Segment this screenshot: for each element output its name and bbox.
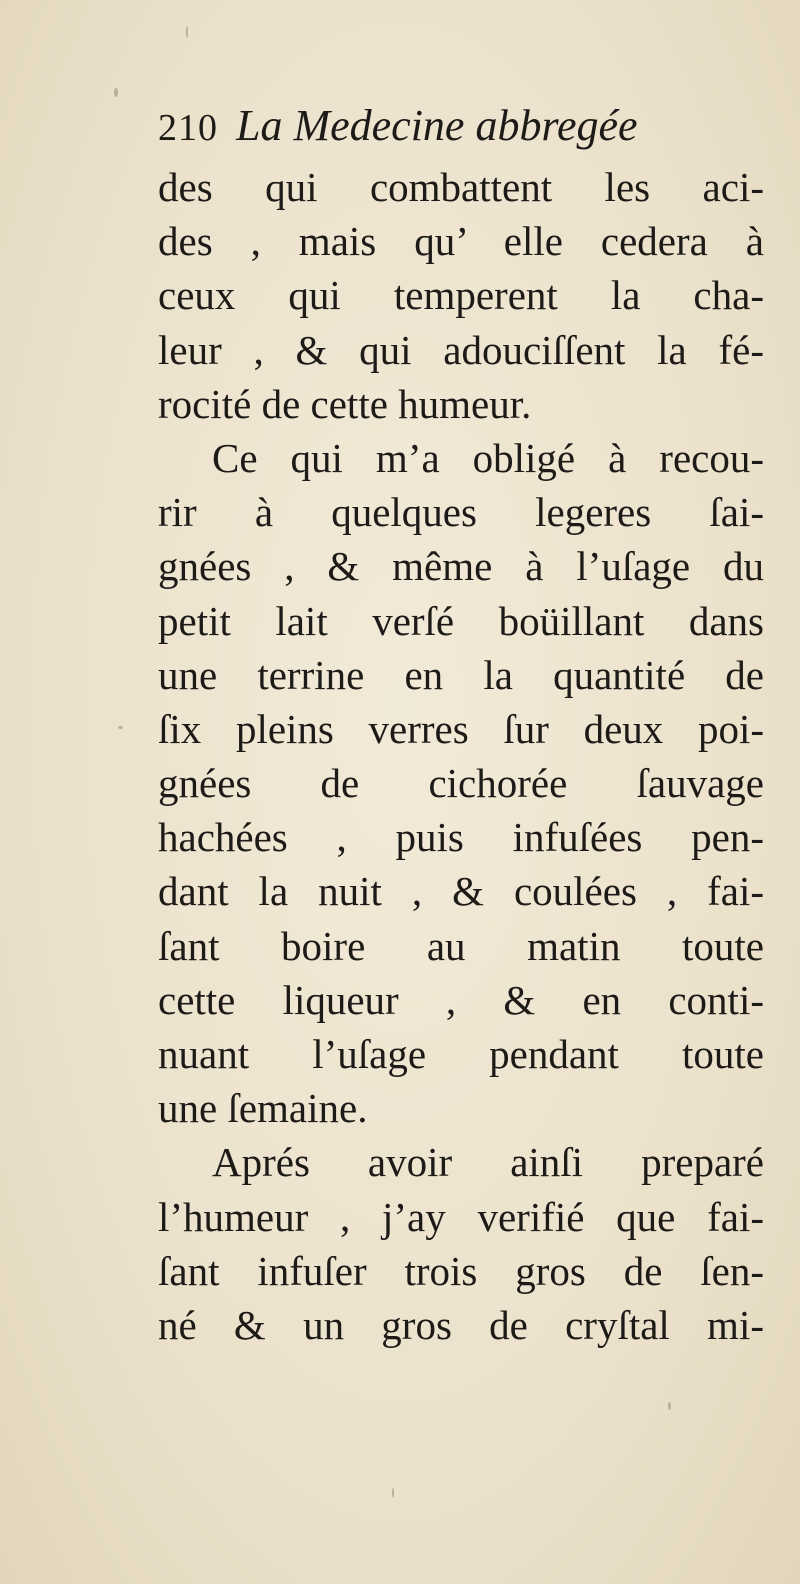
text-line: Ce qui m’a obligé à recou- <box>212 434 764 481</box>
text-line: rir à quelques legeres ſai- <box>158 489 764 536</box>
paper-speck <box>118 726 123 729</box>
text-line: ſant infuſer trois gros de ſen- <box>158 1247 764 1294</box>
text-line: petit lait verſé boüillant dans <box>158 597 764 644</box>
paper-speck <box>392 1488 394 1498</box>
text-line: dant la nuit , & coulées , fai- <box>158 868 764 915</box>
text-line: hachées , puis infuſées pen- <box>158 814 764 861</box>
text-line: nuant l’uſage pendant toute <box>158 1031 764 1077</box>
text-line: des qui combattent les aci- <box>158 164 764 210</box>
paper-speck <box>668 1402 671 1410</box>
text-line: des , mais qu’ elle cedera à <box>158 218 764 265</box>
text-line: ſant boire au matin toute <box>158 922 764 969</box>
text-line: gnées , & même à l’uſage du <box>158 543 764 590</box>
page-number: 210 <box>158 107 218 149</box>
text-line: ſix pleins verres ſur deux poi- <box>158 705 764 752</box>
running-title: La Medecine abbregée <box>236 101 638 150</box>
text-line: gnées de cichorée ſauvage <box>158 760 764 807</box>
body-text <box>158 160 764 1352</box>
text-line: Aprés avoir ainſi preparé <box>212 1139 764 1186</box>
text-line: cette liqueur , & en conti- <box>158 976 764 1023</box>
text-line: une ſemaine. <box>158 1085 368 1132</box>
text-line: l’humeur , j’ay verifié que fai- <box>158 1193 764 1240</box>
text-line: une terrine en la quantité de <box>158 651 764 698</box>
running-header <box>158 100 768 162</box>
text-line: rocité de cette humeur. <box>158 380 532 427</box>
text-line: leur , & qui adouciſſent la fé- <box>158 326 764 373</box>
paper-speck <box>114 88 118 97</box>
text-line: né & un gros de cryſtal mi- <box>158 1301 764 1348</box>
paper-speck <box>186 26 188 38</box>
text-line: ceux qui temperent la cha- <box>158 272 764 319</box>
